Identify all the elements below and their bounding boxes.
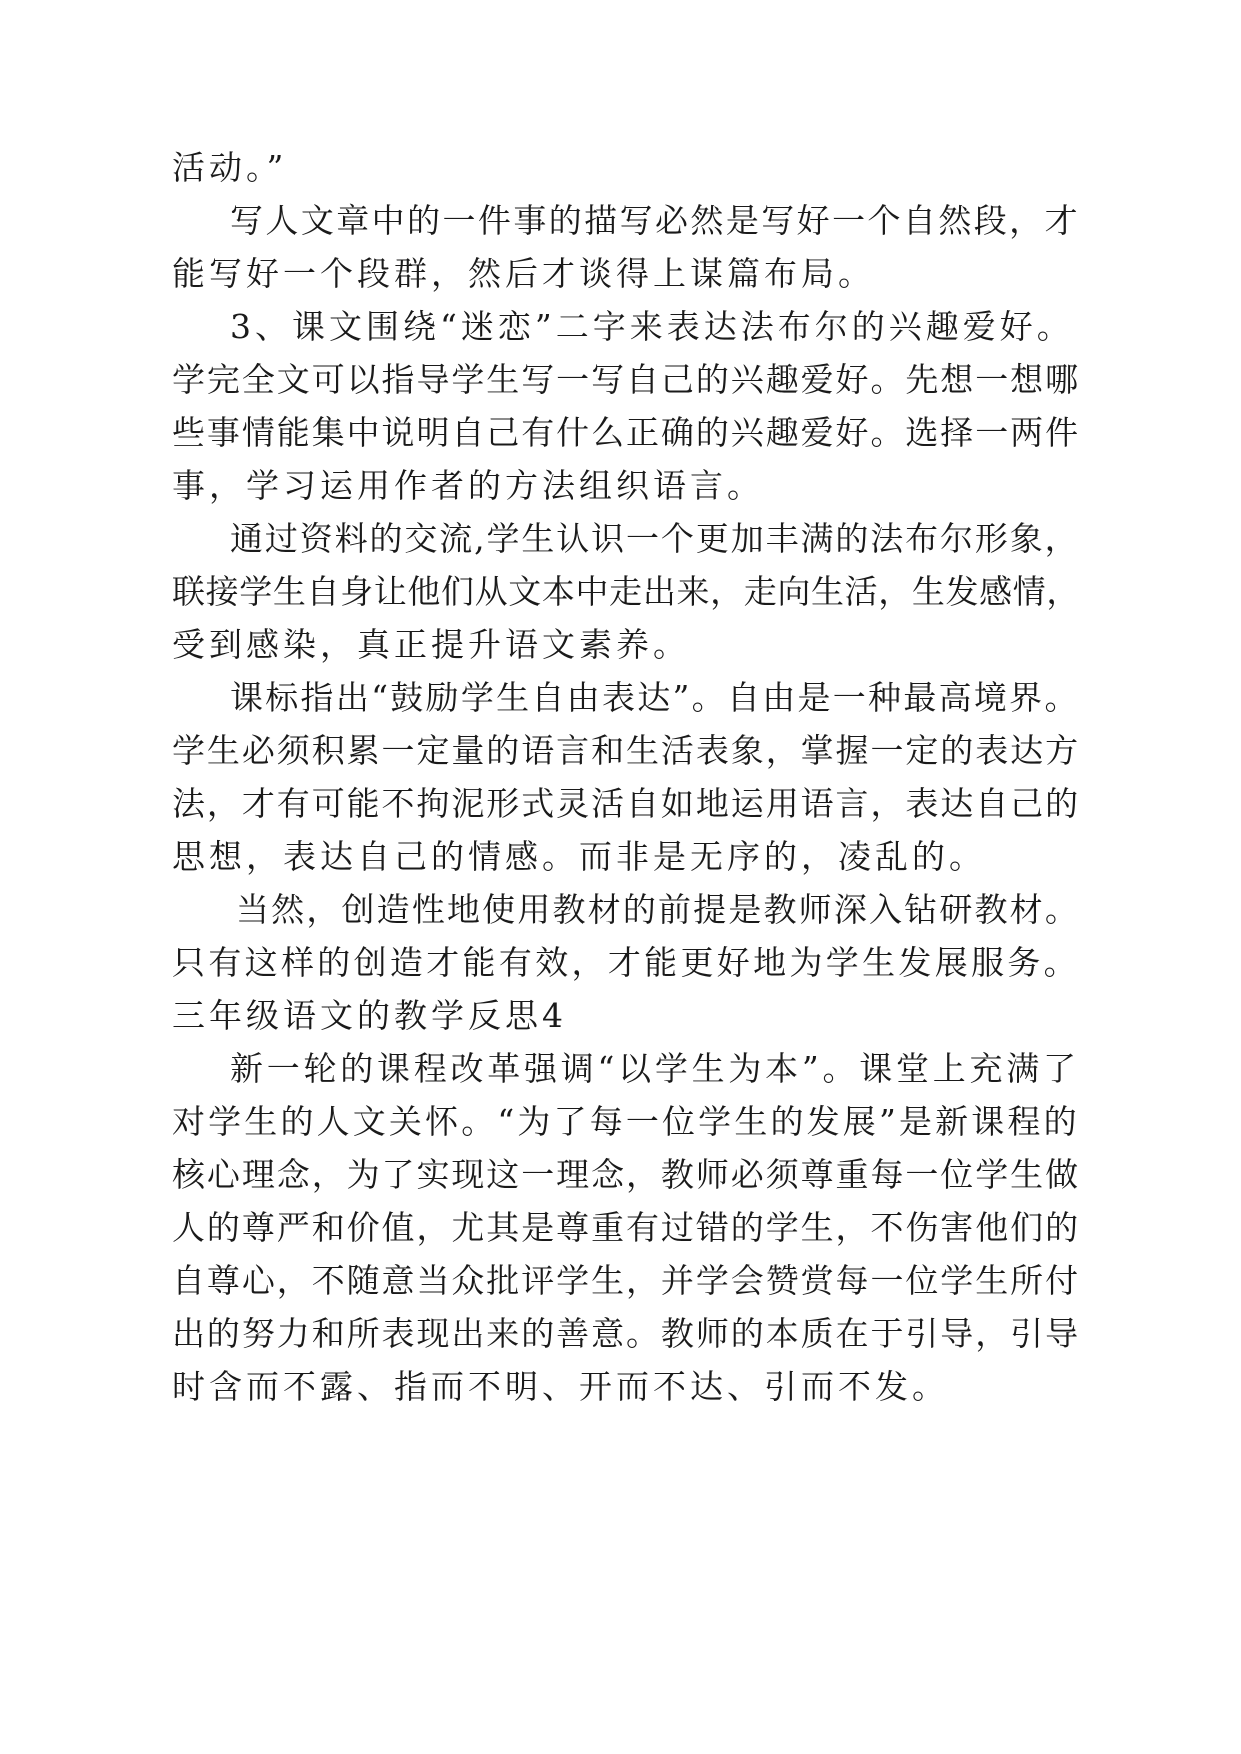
- paragraph-start-line: 新一轮的课程改革强调“以学生为本”。课堂上充满了: [230, 1049, 1080, 1088]
- text-line: 事，学习运用作者的方法组织语言。: [172, 466, 764, 505]
- text-line: 只有这样的创造才能有效，才能更好地为学生发展服务。: [172, 943, 1080, 982]
- paragraph-start-line: 通过资料的交流,学生认识一个更加丰满的法布尔形象，: [230, 519, 1080, 558]
- text-line: 出的努力和所表现出来的善意。教师的本质在于引导，引导: [172, 1314, 1080, 1353]
- text-line: 思想，表达自己的情感。而非是无序的，凌乱的。: [172, 837, 986, 876]
- text-line: 自尊心，不随意当众批评学生，并学会赞赏每一位学生所付: [172, 1261, 1080, 1300]
- text-line: 对学生的人文关怀。“为了每一位学生的发展”是新课程的: [172, 1102, 1080, 1141]
- text-line: 法，才有可能不拘泥形式灵活自如地运用语言，表达自己的: [172, 784, 1080, 823]
- text-line: 活动。”: [172, 148, 288, 187]
- text-line: 些事情能集中说明自己有什么正确的兴趣爱好。选择一两件: [172, 413, 1080, 452]
- section-heading: 三年级语文的教学反思4: [172, 996, 567, 1035]
- paragraph-start-line: 课标指出“鼓励学生自由表达”。自由是一种最高境界。: [230, 678, 1080, 717]
- text-line: 能写好一个段群，然后才谈得上谋篇布局。: [172, 254, 875, 293]
- text-line: 学完全文可以指导学生写一写自己的兴趣爱好。先想一想哪: [172, 360, 1080, 399]
- text-line: 核心理念，为了实现这一理念，教师必须尊重每一位学生做: [172, 1155, 1080, 1194]
- text-line: 学生必须积累一定量的语言和生活表象，掌握一定的表达方: [172, 731, 1080, 770]
- text-line: 受到感染，真正提升语文素养。: [172, 625, 690, 664]
- text-line: 时含而不露、指而不明、开而不达、引而不发。: [172, 1367, 949, 1406]
- text-line: 人的尊严和价值，尤其是尊重有过错的学生，不伤害他们的: [172, 1208, 1080, 1247]
- paragraph-start-line: 3、课文围绕“迷恋”二字来表达法布尔的兴趣爱好。: [230, 307, 1074, 346]
- paragraph-start-line: 当然，创造性地使用教材的前提是教师深入钻研教材。: [236, 890, 1080, 929]
- text-line: 联接学生自身让他们从文本中走出来，走向生活，生发感情，: [172, 572, 1080, 611]
- paragraph-start-line: 写人文章中的一件事的描写必然是写好一个自然段，才: [230, 201, 1080, 240]
